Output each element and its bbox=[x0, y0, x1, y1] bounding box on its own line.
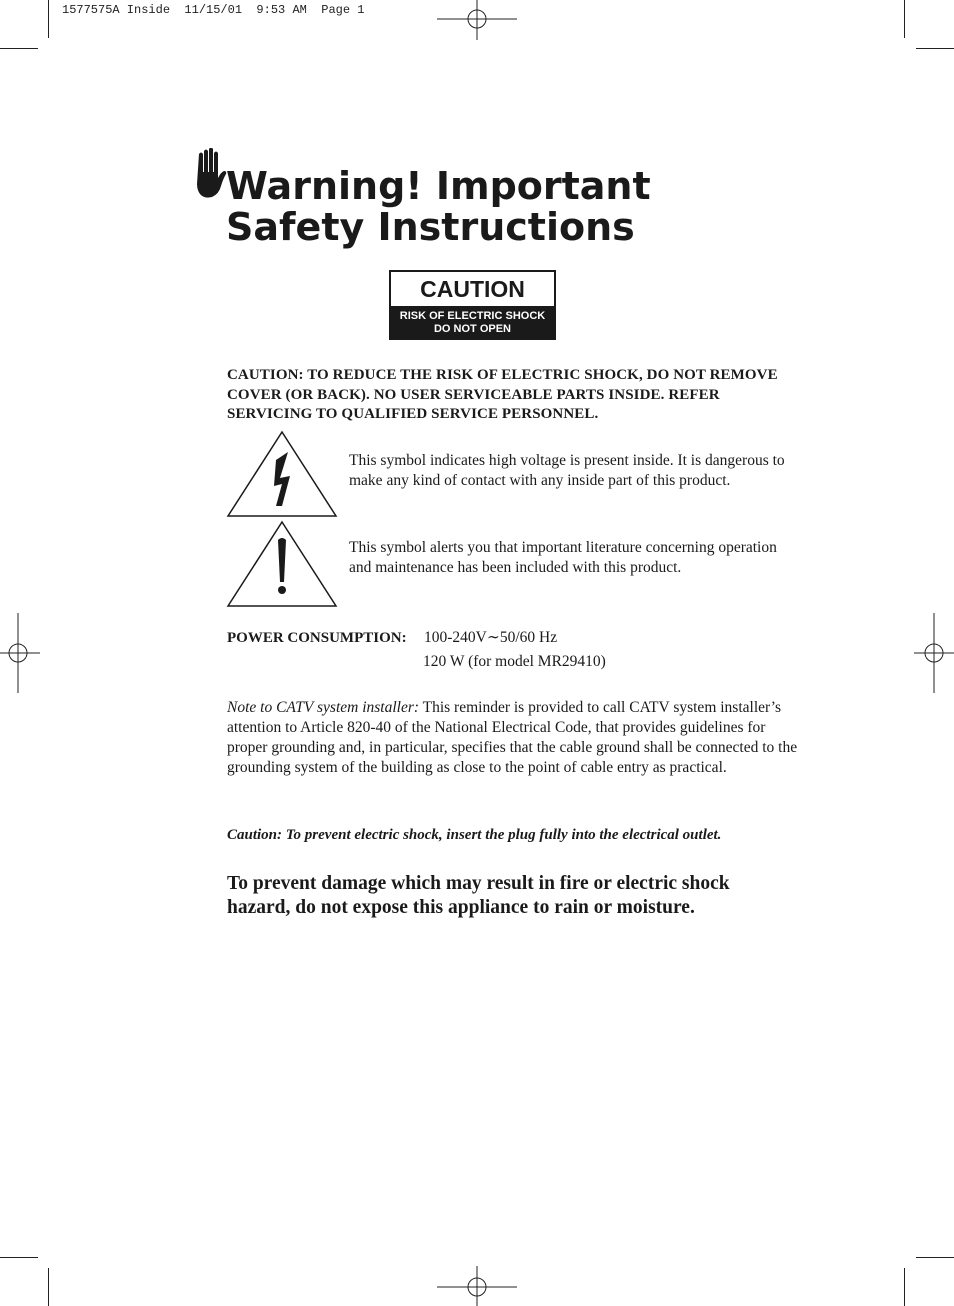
title-line-2: Safety Instructions bbox=[226, 205, 635, 249]
high-voltage-lightning-triangle-icon bbox=[226, 430, 338, 518]
printer-slug: 1577575A Inside 11/15/01 9:53 AM Page 1 bbox=[62, 3, 365, 17]
stop-hand-icon bbox=[192, 148, 228, 202]
catv-note-body: This reminder is provided to call CATV system installer’s attention to Article 820-40 of the National Electrical Code, that provides guidelines for proper grounding and, in particular, specifies that the cable ground shall be connected to the grounding system of the building as close to the point of cable entry as practical. bbox=[227, 699, 798, 776]
registration-mark-bottom bbox=[437, 1266, 517, 1306]
power-wattage-value: 120 W (for model MR29410) bbox=[423, 653, 606, 670]
crop-mark-tr-h bbox=[916, 48, 954, 49]
title-line-1: Warning! Important bbox=[226, 164, 651, 208]
crop-mark-bl-v bbox=[48, 1268, 49, 1306]
caution-label-heading: CAUTION bbox=[420, 276, 525, 302]
power-consumption-label: POWER CONSUMPTION: bbox=[227, 630, 407, 646]
caution-label-warning bbox=[391, 306, 554, 338]
registration-mark-right bbox=[914, 613, 954, 693]
crop-mark-tl-h bbox=[0, 48, 38, 49]
page-title bbox=[226, 166, 786, 248]
caution-label-line-2: DO NOT OPEN bbox=[433, 322, 511, 335]
catv-note-lead: Note to CATV system installer: bbox=[227, 699, 420, 716]
caution-paragraph: CAUTION: TO REDUCE THE RISK OF ELECTRIC SHOCK, DO NOT REMOVE COVER (OR BACK). NO USER SERVICEABLE PARTS INSIDE. REFER SERVICING TO QUALIFIED SERVICE PERSONNEL. bbox=[227, 367, 778, 422]
exclamation-triangle-icon bbox=[226, 520, 338, 608]
registration-mark-top bbox=[437, 0, 517, 40]
catv-installer-note bbox=[227, 698, 802, 778]
crop-mark-tr-v bbox=[904, 0, 905, 38]
caution-label bbox=[389, 270, 556, 340]
caution-label-line-1: RISK OF ELECTRIC SHOCK bbox=[399, 310, 546, 322]
literature-symbol-description: This symbol alerts you that important literature concerning operation and maintenance has been included with this product. bbox=[349, 539, 777, 576]
moisture-warning: To prevent damage which may result in fire or electric shock hazard, do not expose this appliance to rain or moisture. bbox=[227, 873, 730, 918]
crop-mark-br-h bbox=[916, 1257, 954, 1258]
high-voltage-symbol-description: This symbol indicates high voltage is present inside. It is dangerous to make any kind of contact with any inside part of this product. bbox=[349, 452, 785, 489]
crop-mark-bl-h bbox=[0, 1257, 38, 1258]
plug-caution-note: Caution: To prevent electric shock, insert the plug fully into the electrical outlet. bbox=[227, 827, 722, 843]
crop-mark-tl-v bbox=[48, 0, 49, 38]
crop-mark-br-v bbox=[904, 1268, 905, 1306]
registration-mark-left bbox=[0, 613, 40, 693]
power-voltage-value: 100-240V∼50/60 Hz bbox=[424, 629, 558, 646]
